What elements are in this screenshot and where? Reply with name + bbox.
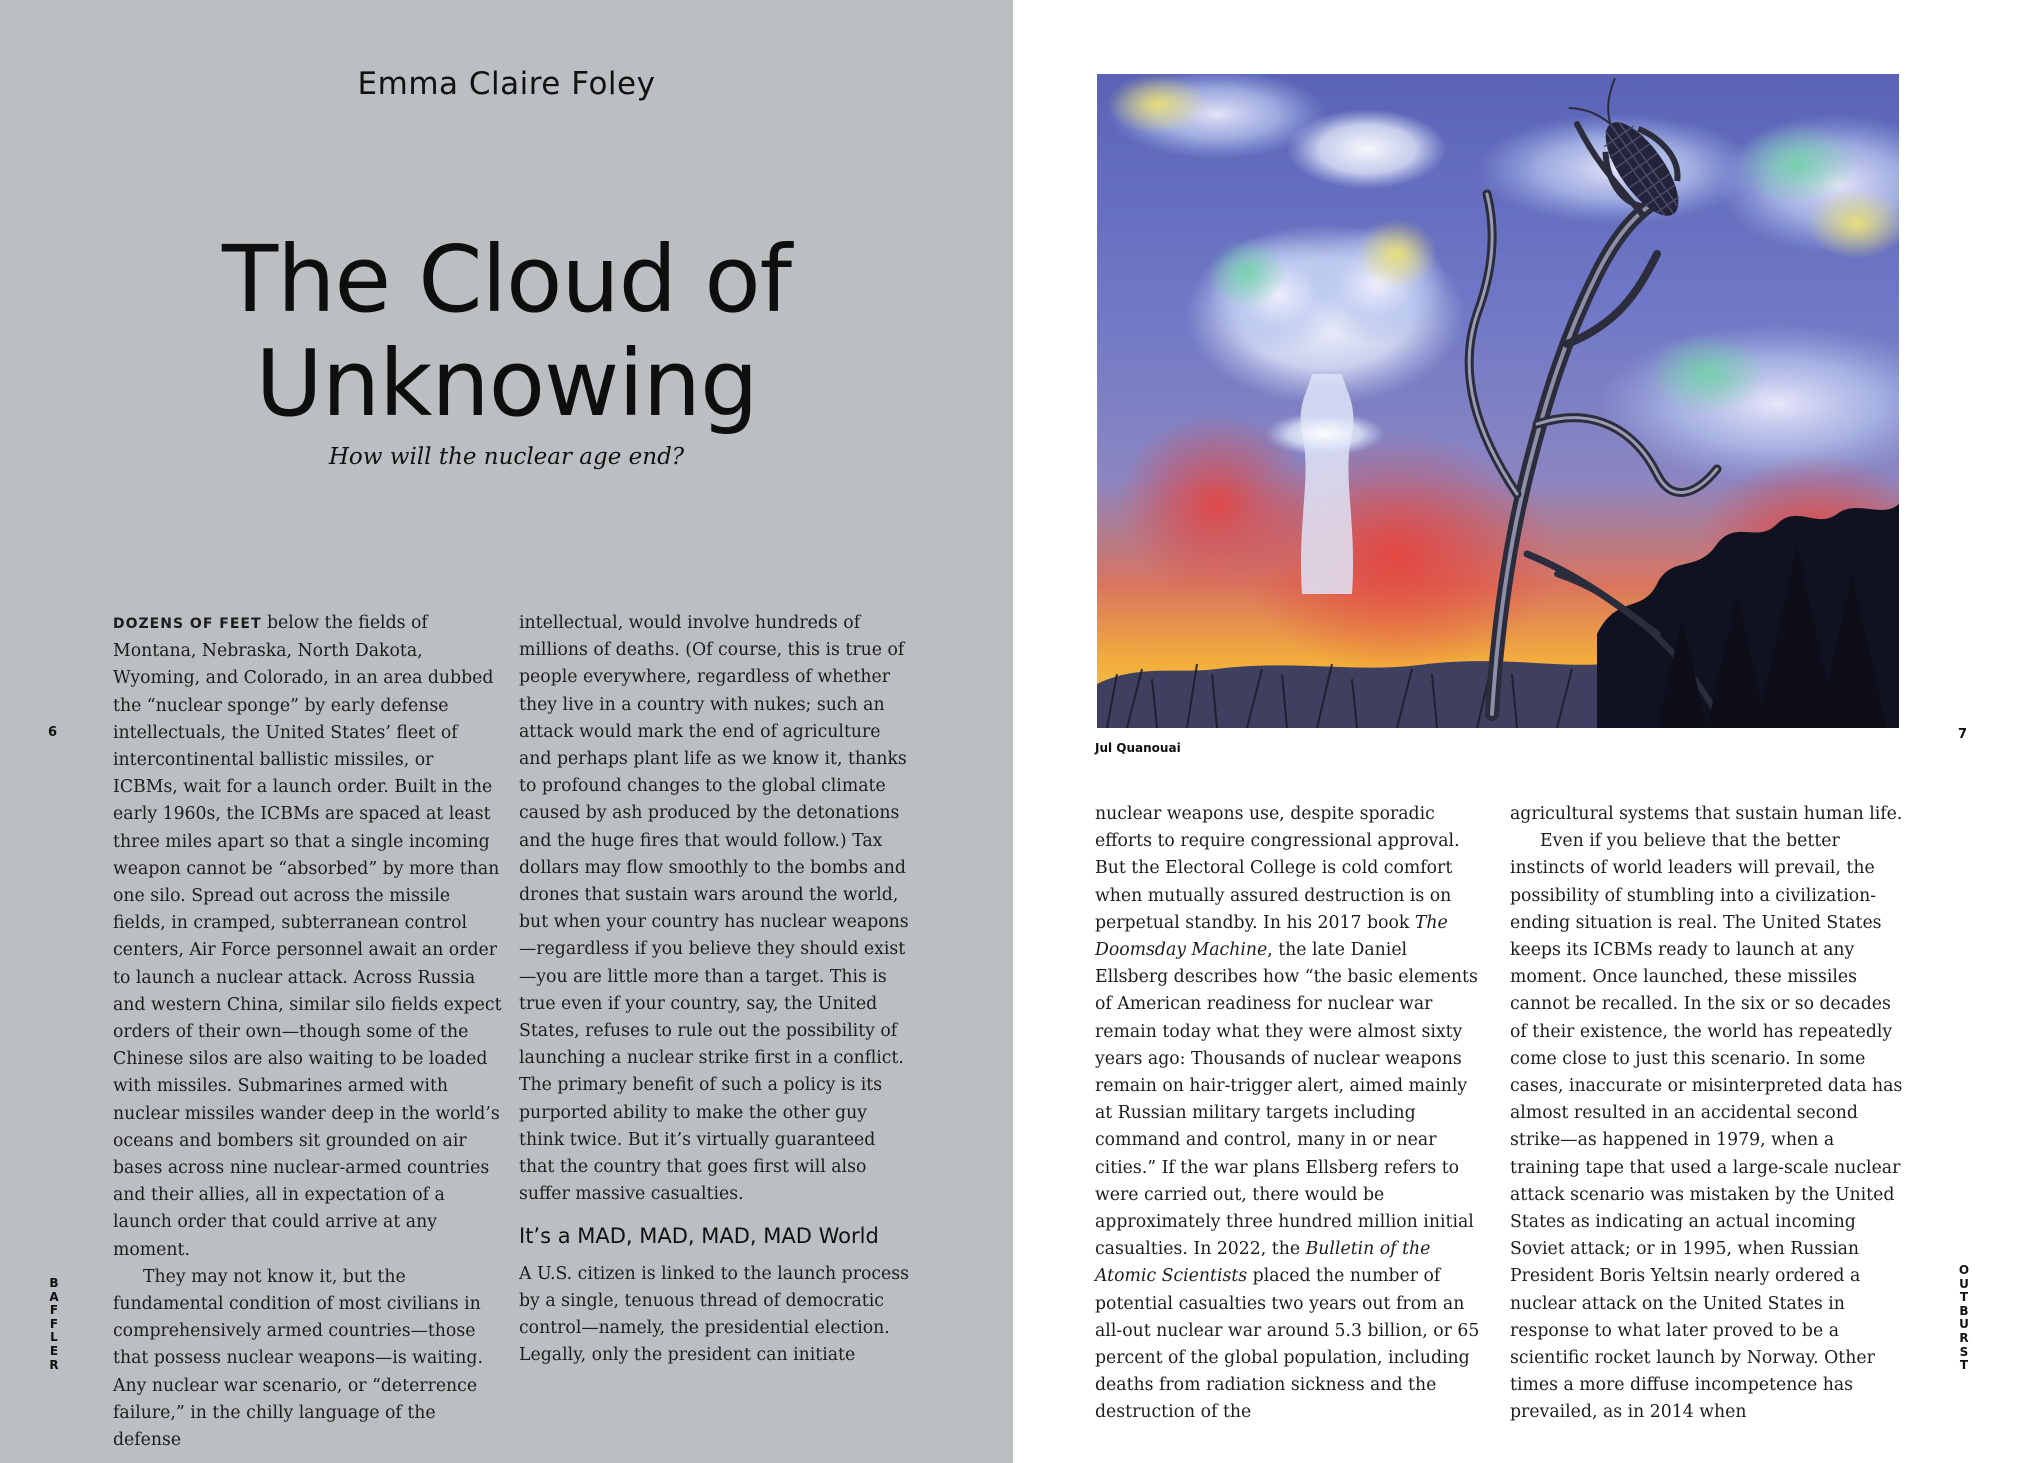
- paragraph: A U.S. citizen is linked to the launch process by a single, tenuous thread of democratic control—namely, the presidential election. Legally, only the president can initiate: [519, 1263, 910, 1366]
- paragraph: intellectual, would involve hundreds of millions of deaths. (Of course, this is true of people everywhere, regardless of whether they live in a country with nukes; such an attack would mark the end of agriculture and perhaps plant life as we know it, thanks to profound changes to the global climate caused by ash produced by the detonations and the huge fires that would follow.) Tax dollars may flow smoothly to the bombs and drones that sustain wars around the world, but when your country has nuclear weapons—regardless if you believe they should exist—you are little more than a target. This is true even if your country, say, the United States, refuses to rule out the possibility of launching a nuclear strike first in a conflict. The primary benefit of such a policy is its purported ability to make the other guy think twice. But it’s virtually guaranteed that the country that goes first will also suffer massive casualties.: [519, 613, 909, 1205]
- vertical-letter: U: [1959, 1317, 1969, 1332]
- paragraph: agricultural systems that sustain human life.: [1510, 804, 1903, 824]
- vertical-letter: T: [1959, 1358, 1969, 1373]
- vertical-letter: F: [49, 1316, 59, 1331]
- illustration-credit: Jul Quanouai: [1095, 741, 1181, 755]
- vertical-letter: B: [1959, 1303, 1969, 1318]
- vertical-letter: S: [1959, 1344, 1969, 1359]
- vertical-letter: T: [1959, 1290, 1969, 1305]
- paragraph: Even if you believe that the better instincts of world leaders will prevail, the possibility of stumbling into a civilization-ending situation is real. The United States keeps its ICBMs ready to launch at any moment. Once launched, these missiles cannot be recalled. In the six or so decades of their existence, the world has repeatedly come close to just this scenario. In some cases, inaccurate or misinterpreted data has almost resulted in an accidental second strike—as happened in 1979, when a training tape that used a large-scale nuclear attack scenario was mistaken by the United States as indicating an actual incoming Soviet attack; or in 1995, when Russian President Boris Yeltsin nearly ordered a nuclear attack on the United States in response to what later proved to be a scientific rocket launch by Norway. Other times a more diffuse incompetence has prevailed, as in 2014 when: [1510, 831, 1903, 1423]
- vertical-letter: U: [1959, 1276, 1969, 1291]
- vertical-letter: R: [1959, 1330, 1969, 1345]
- vertical-letter: F: [49, 1303, 59, 1318]
- page-number-right: 7: [1958, 727, 1968, 742]
- author-name: Emma Claire Foley: [357, 66, 656, 102]
- article-title: [0, 228, 1013, 436]
- paragraph: [113, 610, 503, 1264]
- title-line-2: Unknowing: [255, 330, 758, 437]
- vertical-letter: O: [1958, 1263, 1970, 1277]
- paragraph-text: below the fields of Montana, Nebraska, North Dakota, Wyoming, and Colorado, in an area dubbed the “nuclear sponge” by early defense intellectuals, the United States’ fleet of intercontinental ballistic missiles, or ICBMs, wait for a launch order. Built in the early 1960s, the ICBMs are spaced at least three miles apart so that a single incoming weapon cannot be “absorbed” by more than one silo. Spread out across the missile fields, in cramped, subterranean control centers, Air Force personnel await an order to launch a nuclear attack. Across Russia and western China, similar silo fields expect orders of their own—though some of the Chinese silos are also waiting to be loaded with missiles. Submarines armed with nuclear missiles wander deep in the world’s oceans and bombers sit grounded on air bases across nine nuclear-armed countries and their allies, all in expectation of a launch order that could arrive at any moment.: [113, 613, 502, 1260]
- paragraph-text: nuclear weapons use, despite sporadic efforts to require congressional approval. But the Electoral College is cold comfort when mutually assured destruction is on perpetual standby. In his 2017 book: [1095, 804, 1460, 933]
- paragraph-text: placed the number of potential casualties two years out from an all-out nuclear war around 5.3 billion, or 65 percent of the global population, including deaths from radiation sickness and the destruction of the: [1095, 1266, 1480, 1423]
- body-column-1: [113, 610, 503, 1454]
- vertical-letter: R: [49, 1357, 59, 1372]
- book-title: The Doomsday Machine: [1095, 912, 1448, 961]
- vertical-letter: A: [49, 1289, 59, 1304]
- section-subhead: It’s a MAD, MAD, MAD, MAD World: [519, 1224, 879, 1249]
- illustration: [1097, 74, 1899, 728]
- page-number-left: 6: [48, 725, 58, 740]
- paragraph: [1095, 801, 1485, 1427]
- paragraph-text: , the late Daniel Ellsberg describes how “the basic elements of American readiness for nuclear war remain today what they were almost sixty years ago: Thousands of nuclear weapons remain on hair-trigger alert, aimed mainly at Russian military targets including command and control, many in or near cities.” If the war plans Ellsberg refers to were carried out, there would be approximately three hundred million initial casualties. In 2022, the: [1095, 940, 1478, 1260]
- body-column-3: [1095, 801, 1485, 1427]
- illustration-mushroom-cloud-corn: [1097, 74, 1899, 728]
- vertical-letter: B: [49, 1276, 59, 1290]
- body-column-4: [1510, 801, 1905, 1427]
- paragraph: They may not know it, but the fundamental condition of most civilians in comprehensively armed countries—those that possess nuclear weapons—is waiting. Any nuclear war scenario, or “deterrence failure,” in the chilly language of the defense: [113, 1266, 483, 1451]
- publication-title: Bulletin of the Atomic Scientists: [1095, 1239, 1431, 1287]
- body-column-2: [519, 610, 911, 1369]
- vertical-letter: L: [50, 1330, 58, 1345]
- vertical-letter: E: [49, 1343, 59, 1358]
- title-line-1: The Cloud of: [221, 226, 792, 333]
- running-title-vertical: [47, 1277, 61, 1372]
- article-subtitle: How will the nuclear age end?: [328, 444, 685, 470]
- lead-in: DOZENS OF FEET: [113, 616, 262, 632]
- running-section-vertical: [1957, 1264, 1971, 1373]
